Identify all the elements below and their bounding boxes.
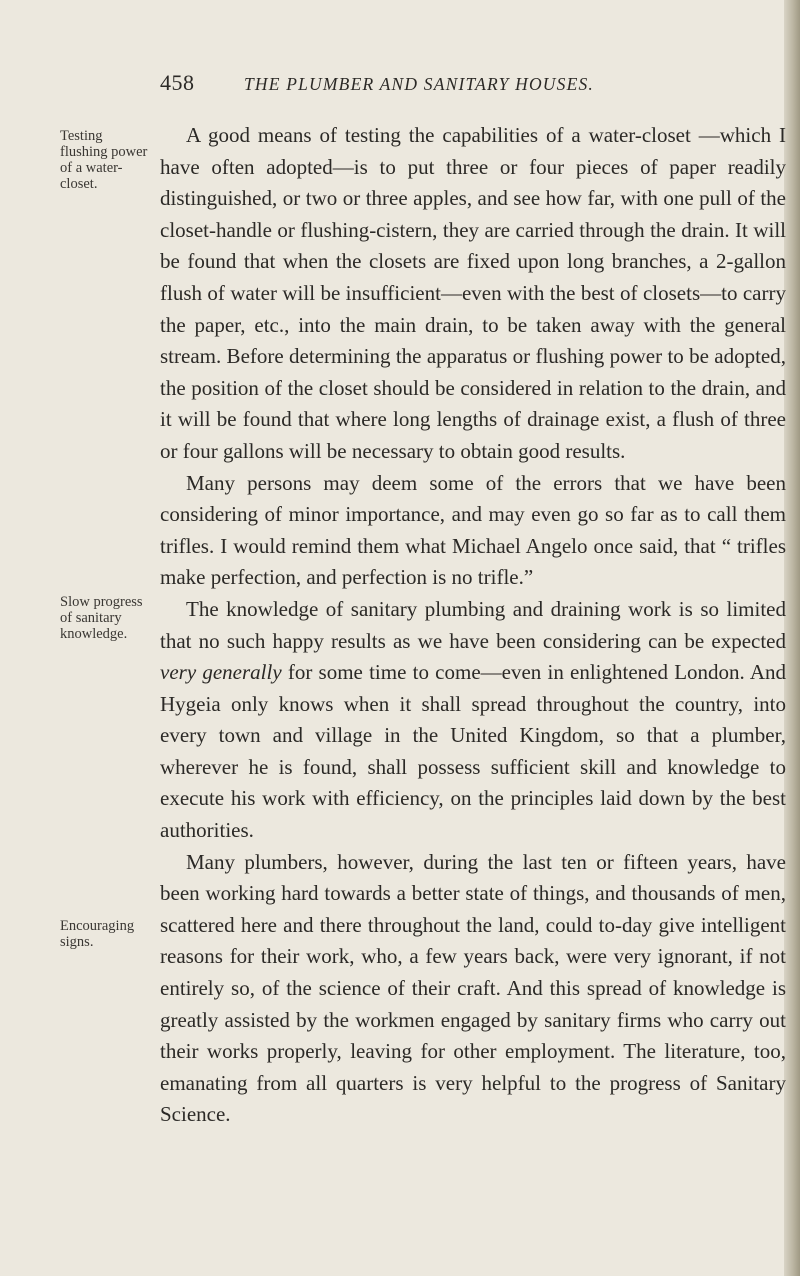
body-text bbox=[160, 120, 786, 1131]
page-edge bbox=[784, 0, 800, 1276]
paragraph-text: for some time to come—even in enlightened London. And Hygeia only knows when it shall spread throughout the country, into every town and village in the United Kingdom, so that a plumber, wherever he is found, shall possess sufficient skill and knowledge to execute his work with efficiency, on the principles laid down by the best authorities. bbox=[160, 660, 786, 843]
paragraph-text: The knowledge of sanitary plumbing and draining work is so limited that no such happy results as we have been considering can be expected bbox=[160, 596, 786, 653]
running-head: THE PLUMBER AND SANITARY HOUSES. bbox=[244, 74, 594, 94]
emphasis-text: very generally bbox=[160, 660, 282, 685]
sidenote-encouraging-signs: Encouraging signs. bbox=[60, 918, 135, 950]
paragraph-testing: A good means of testing the capabilities of a water-closet —which I have often adopted—is to put three or four pieces of paper readily distinguished, or two or three apples, and see how far, with one pull of the closet-handle or flushing-cistern, they are carried through the drain. It will be found that when the closets are fixed upon long branches, a 2-gallon flush of water will be insufficient—even with the best of closets—to carry the paper, etc., into the main drain, to be taken away with the general stream. Before determining the apparatus or flushing power to be adopted, the position of the closet should be considered in relation to the drain, and it will be found that where long lengths of drainage exist, a flush of three or four gallons will be necessary to obtain good results. bbox=[160, 123, 786, 463]
paragraph-trifles: Many persons may deem some of the errors that we have been considering of minor importance, and may even go so far as to call them trifles. I would remind them what Michael Angelo once said, that “ trifles make perfection, and perfection is no trifle.” bbox=[160, 470, 786, 590]
page-header bbox=[160, 70, 720, 100]
page-number: 458 bbox=[160, 70, 195, 95]
sidenote-slow-progress: Slow progress of sanitary knowledge. bbox=[60, 594, 143, 642]
sidenote-testing-flushing: Testing flushing power of a water-closet. bbox=[60, 128, 148, 192]
paragraph-slow-progress bbox=[160, 594, 786, 847]
paragraph-encouraging: Many plumbers, however, during the last ten or fifteen years, have been working hard towards a better state of things, and thousands of men, scattered here and there throughout the land, could to-day give intelligent reasons for their work, who, a few years back, were very ignorant, if not entirely so, of the science of their craft. And this spread of knowledge is greatly assisted by the workmen engaged by sanitary firms who carry out their works properly, leaving for other employment. The literature, too, emanating from all quarters is very helpful to the progress of Sanitary Science. bbox=[160, 849, 786, 1127]
